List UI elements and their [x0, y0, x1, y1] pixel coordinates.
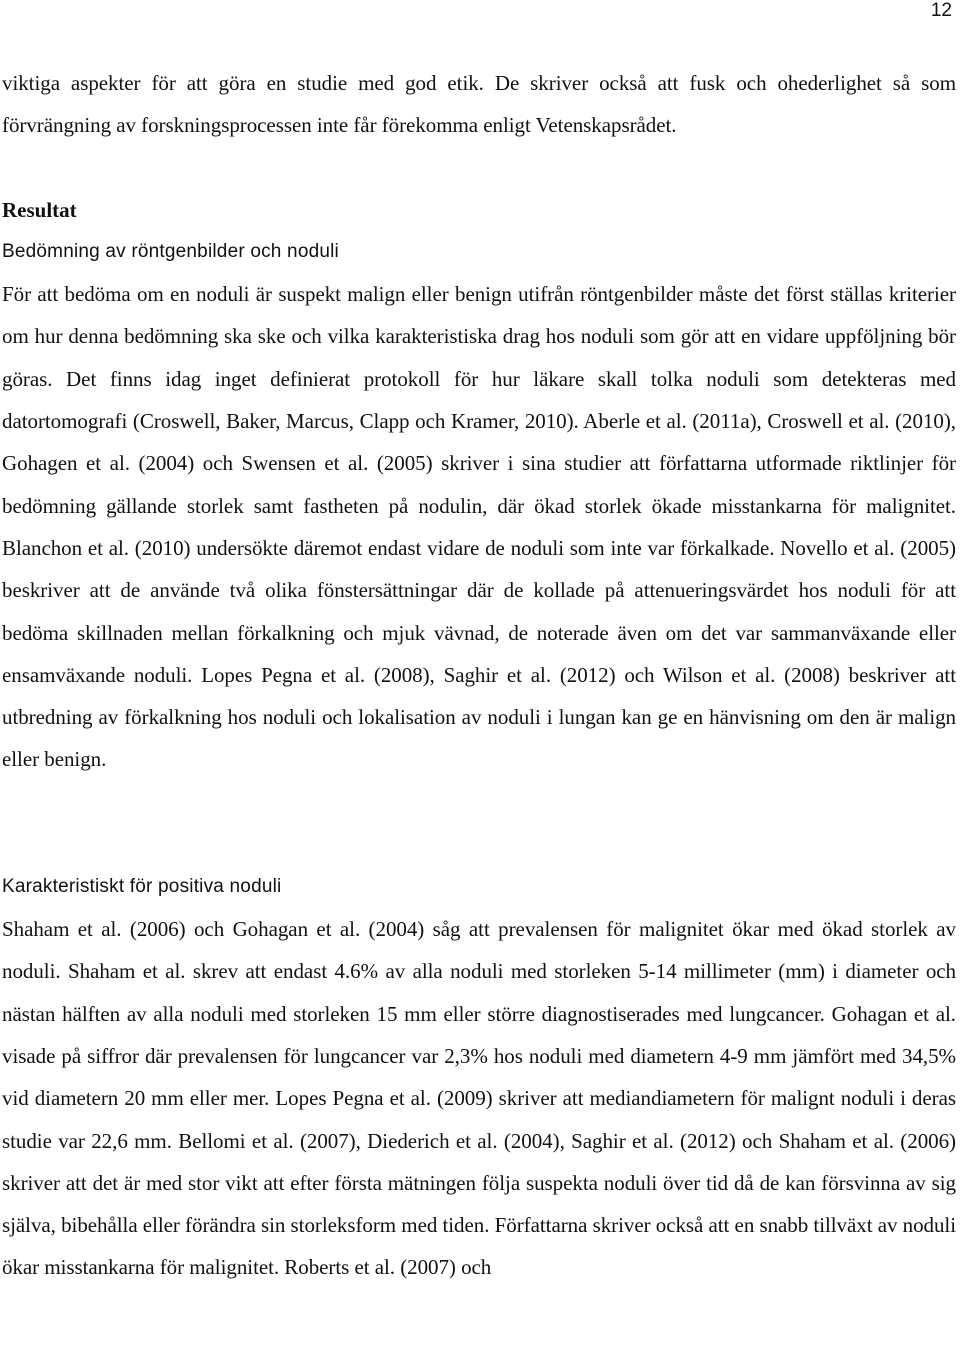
subsection-heading-karakteristiskt: Karakteristiskt för positiva noduli [2, 875, 282, 897]
results-paragraph: För att bedöma om en noduli är suspekt malign eller benign utifrån röntgenbilder måste det först ställas kriterier om hur denna bedömning ska ske och vilka karakteristiska drag hos noduli som gör att en vidare uppföljning bör göras. Det finns idag inget definierat protokoll för hur läkare skall tolka noduli som detekteras med datortomografi (Croswell, Baker, Marcus, Clapp och Kramer, 2010). Aberle et al. (2011a), Croswell et al. (2010), Gohagen et al. (2004) och Swensen et al. (2005) skriver i sina studier att författarna utformade riktlinjer för bedömning gällande storlek samt fastheten på nodulin, där ökad storlek ökade misstankarna för malignitet. Blanchon et al. (2010) undersökte däremot endast vidare de noduli som inte var förkalkade. Novello et al. (2005) beskriver att de använde två olika fönstersättningar där de kollade på attenueringsvärdet hos noduli för att bedöma skillnaden mellan förkalkning och mjuk vävnad, de noterade även om det var sammanväxande eller ensamväxande noduli. Lopes Pegna et al. (2008), Saghir et al. (2012) och Wilson et al. (2008) beskriver att utbredning av förkalkning hos noduli och lokalisation av noduli i lungan kan ge en hänvisning om den är malign eller benign. [2, 282, 956, 772]
intro-paragraph: viktiga aspekter för att göra en studie med god etik. De skriver också att fusk och ohederlighet så som förvrängning av forskningsprocessen inte får förekomma enligt Vetenskapsrådet. [2, 71, 956, 138]
subsection-heading-bedomning: Bedömning av röntgenbilder och noduli [2, 240, 339, 262]
spacer [2, 781, 956, 866]
spacer [2, 147, 956, 189]
characteristics-paragraph: Shaham et al. (2006) och Gohagan et al. (2004) såg att prevalensen för malignitet ökar med ökad storlek av noduli. Shaham et al. skrev att endast 4.6% av alla noduli med storleken 5-14 millimeter (mm) i diameter och nästan hälften av alla noduli med storleken 15 mm eller större diagnostiserades med lungcancer. Gohagan et al. visade på siffror där prevalensen för lungcancer var 2,3% hos noduli med diametern 4-9 mm jämfört med 34,5% vid diametern 20 mm eller mer. Lopes Pegna et al. (2009) skriver att mediandiametern för malignt noduli i deras studie var 22,6 mm. Bellomi et al. (2007), Diederich et al. (2004), Saghir et al. (2012) och Shaham et al. (2006) skriver att det är med stor vikt att efter första mätningen följa suspekta noduli över tid då de kan försvinna av sig själva, bibehålla eller förändra sin storleksform med tiden. Författarna skriver också att en snabb tillväxt av noduli ökar misstankarna för malignitet. Roberts et al. (2007) och [2, 917, 956, 1280]
document-body [2, 62, 956, 1289]
page-number: 12 [930, 0, 952, 21]
section-heading-resultat: Resultat [2, 197, 77, 222]
